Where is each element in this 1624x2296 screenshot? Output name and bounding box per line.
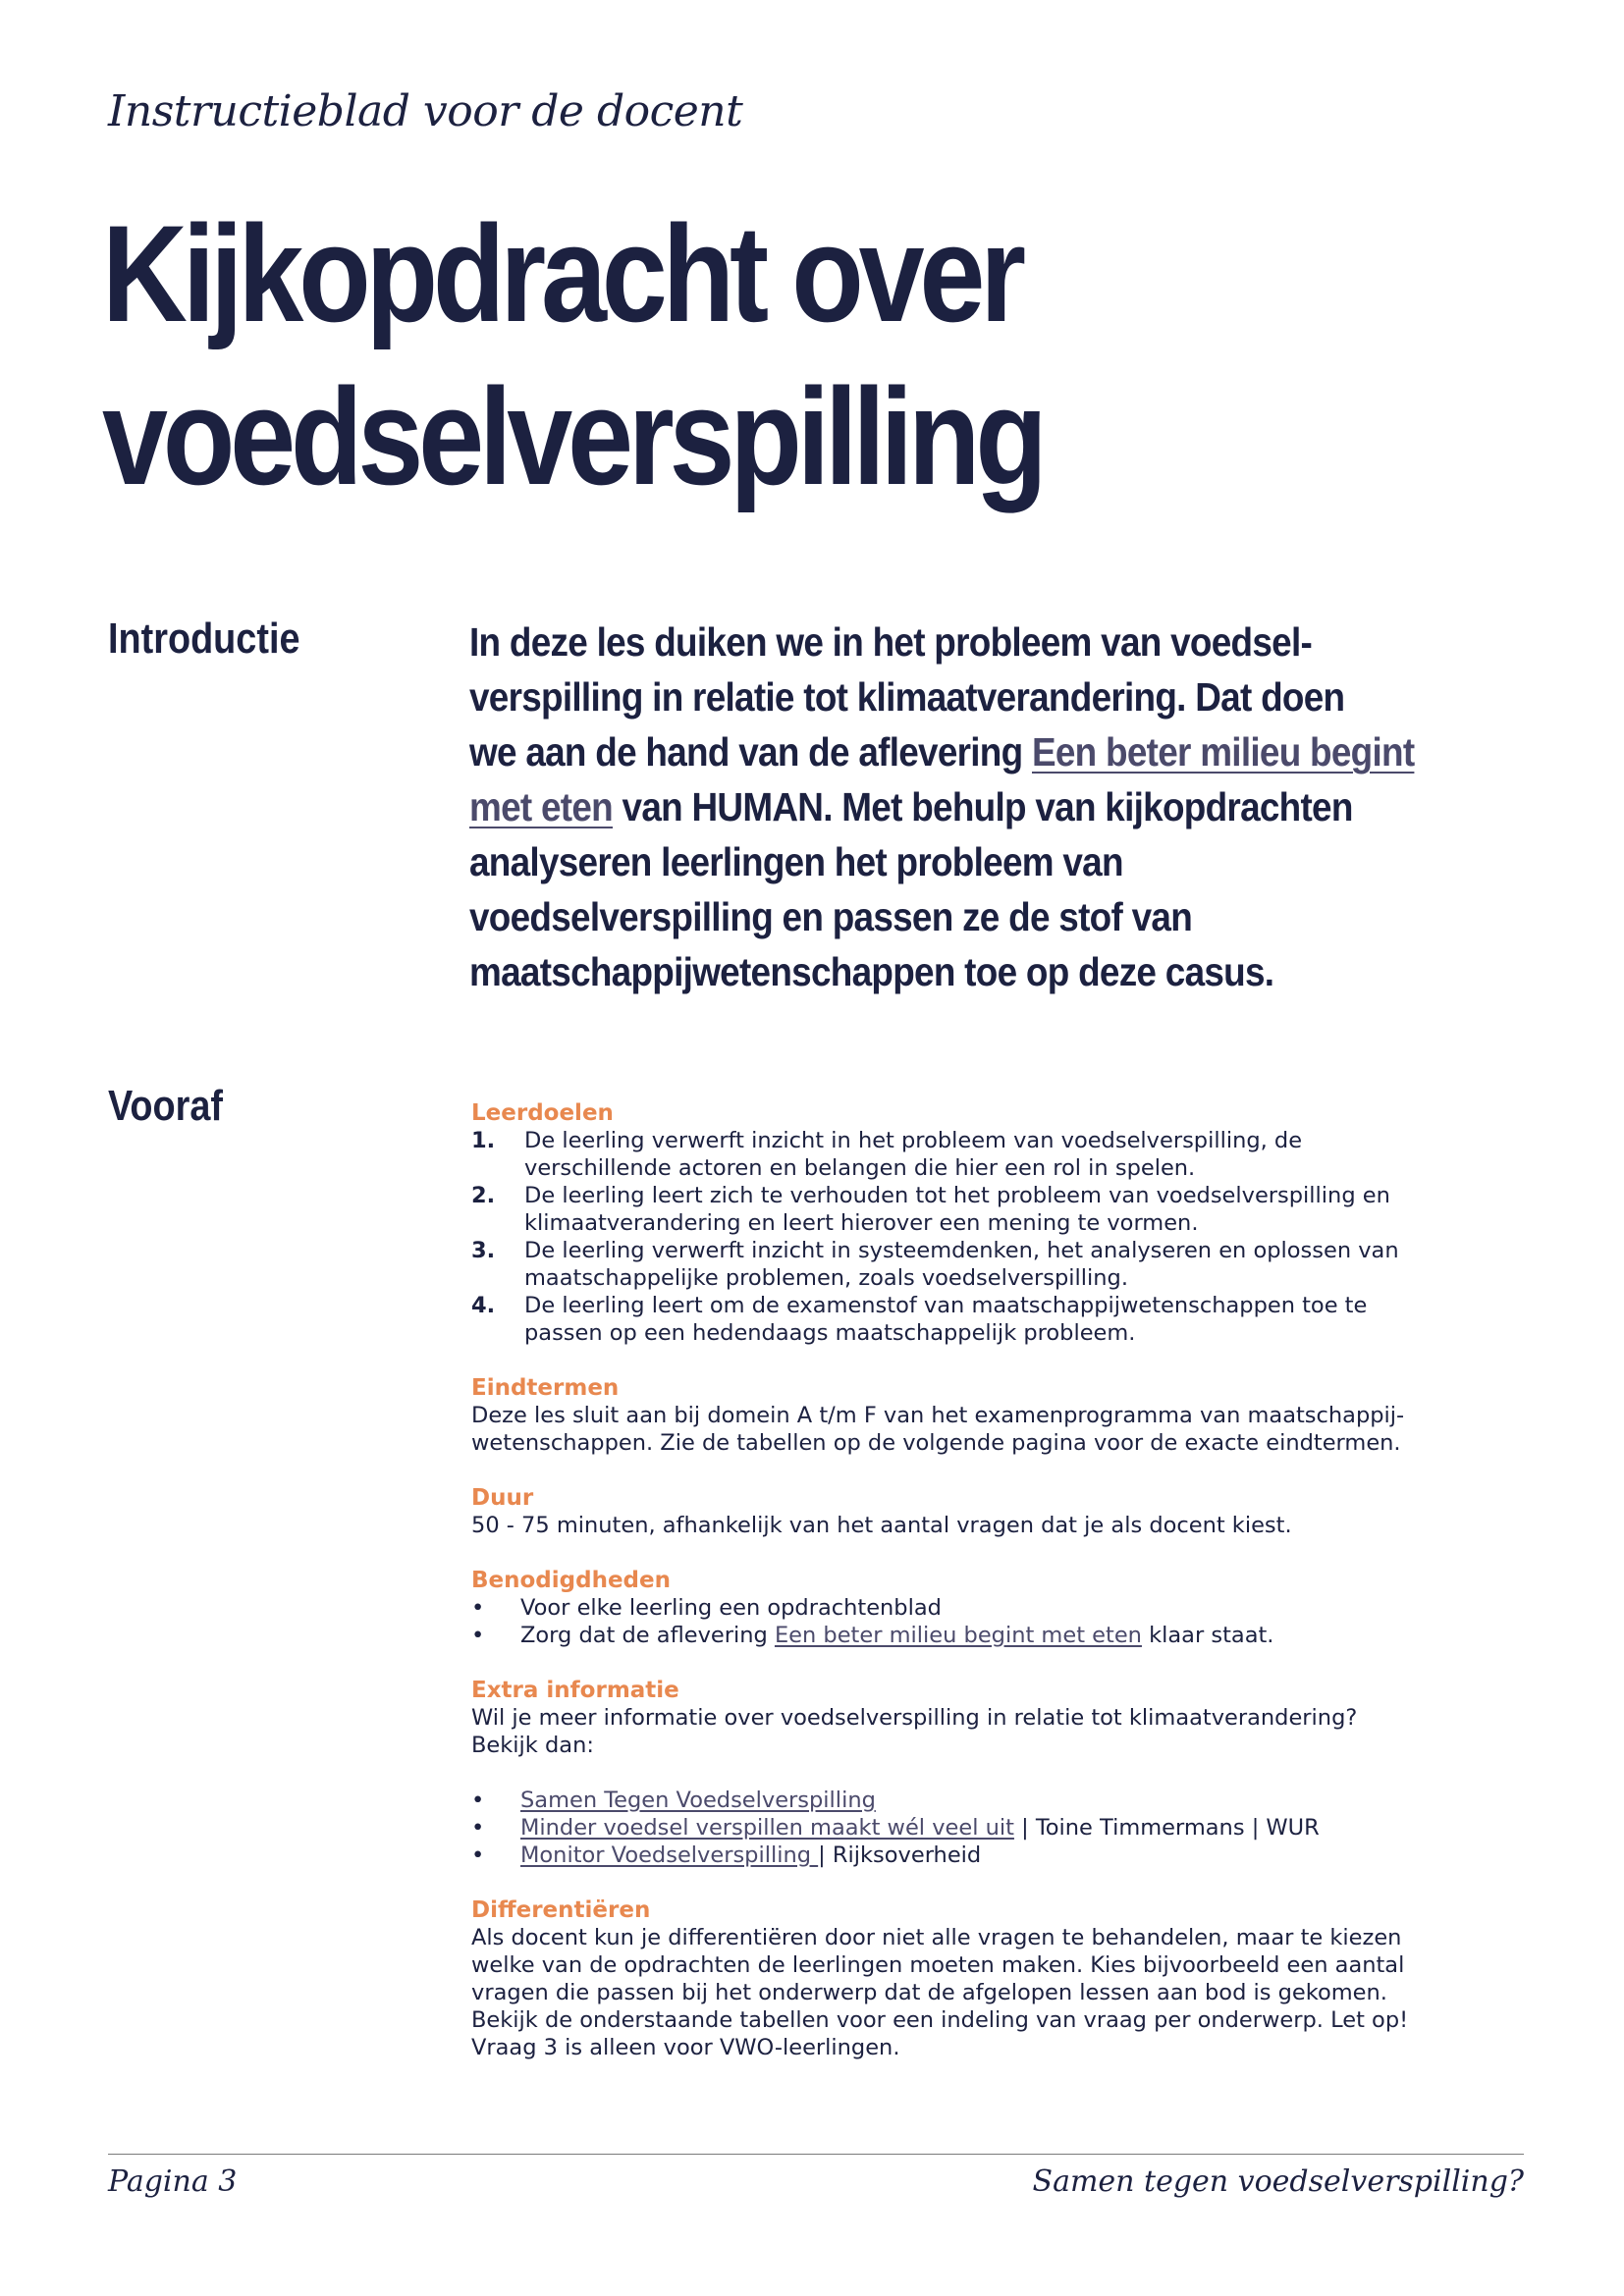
text-fragment: | Rijksoverheid xyxy=(818,1842,982,1868)
extra-informatie-block xyxy=(471,1677,1512,1869)
leerdoelen-heading: Leerdoelen xyxy=(471,1100,614,1126)
leerdoelen-block xyxy=(471,1099,1512,1347)
list-number: 3. xyxy=(471,1238,496,1263)
extra-informatie-heading: Extra informatie xyxy=(471,1678,679,1703)
list-item xyxy=(471,1292,1512,1347)
bullet-icon: • xyxy=(471,1842,485,1868)
text-fragment: Zorg dat de aflevering xyxy=(520,1623,775,1648)
differentieren-heading: Differentiëren xyxy=(471,1897,651,1923)
intro-text-fragment: van HUMAN. Met behulp van kijkopdrachten xyxy=(612,784,1353,829)
extra-text: Bekijk dan: xyxy=(471,1733,594,1758)
duur-heading: Duur xyxy=(471,1485,534,1511)
list-item-text: Voor elke leerling een opdrachtenblad xyxy=(520,1595,942,1621)
monitor-voedselverspilling-link[interactable]: Monitor Voedselverspilling xyxy=(520,1842,819,1868)
list-item-text: De leerling leert zich te verhouden tot het probleem van voedselverspilling en xyxy=(524,1183,1390,1208)
extra-text: Wil je meer informatie over voedselverspilling in relatie tot klimaatverandering? xyxy=(471,1705,1358,1731)
bullet-icon: • xyxy=(471,1815,485,1841)
list-number: 1. xyxy=(471,1128,496,1153)
differentieren-text: Als docent kun je differentiëren door niet alle vragen te behandelen, maar te kiezen xyxy=(471,1925,1402,1950)
text-fragment: klaar staat. xyxy=(1141,1623,1274,1648)
list-item-text: verschillende actoren en belangen die hier een rol in spelen. xyxy=(524,1155,1196,1181)
list-item-text: De leerling leert om de examenstof van maatschappijwetenschappen toe te xyxy=(524,1293,1368,1318)
section-label-introductie: Introductie xyxy=(108,614,300,663)
list-item xyxy=(471,1237,1512,1292)
intro-text-fragment: we aan de hand van de aflevering xyxy=(469,729,1032,774)
eindtermen-text: Deze les sluit aan bij domein A t/m F van het examenprogramma van maatschappij- xyxy=(471,1403,1405,1428)
page-kicker: Instructieblad voor de docent xyxy=(108,86,743,136)
intro-line: maatschappijwetenschappen toe op deze casus. xyxy=(469,949,1274,994)
intro-line xyxy=(469,779,1353,834)
text-fragment: | Toine Timmermans | WUR xyxy=(1013,1815,1320,1841)
list-item-text xyxy=(520,1814,1512,1842)
bullet-icon: • xyxy=(471,1788,485,1813)
benodigdheden-block xyxy=(471,1567,1512,1649)
intro-line: verspilling in relatie tot klimaatverandering. Dat doen xyxy=(469,674,1345,720)
differentieren-text: Vraag 3 is alleen voor VWO-leerlingen. xyxy=(471,2035,900,2060)
intro-paragraph xyxy=(469,614,1415,999)
differentieren-text: Bekijk de onderstaande tabellen voor een indeling van vraag per onderwerp. Let op! xyxy=(471,2007,1409,2033)
samen-tegen-voedselverspilling-link[interactable]: Samen Tegen Voedselverspilling xyxy=(520,1788,876,1813)
differentieren-text: welke van de opdrachten de leerlingen moeten maken. Kies bijvoorbeeld een aantal xyxy=(471,1952,1405,1978)
list-item xyxy=(471,1787,1512,1814)
differentieren-text: vragen die passen bij het onderwerp dat de afgelopen lessen aan bod is gekomen. xyxy=(471,1980,1387,2005)
list-item xyxy=(471,1622,1512,1649)
duur-text: 50 - 75 minuten, afhankelijk van het aantal vragen dat je als docent kiest. xyxy=(471,1513,1292,1538)
intro-line xyxy=(469,724,1415,779)
list-item-text xyxy=(520,1787,1512,1814)
list-item-text: passen op een hedendaags maatschappelijk probleem. xyxy=(524,1320,1136,1346)
minder-voedsel-verspillen-link[interactable]: Minder voedsel verspillen maakt wél veel uit xyxy=(520,1815,1014,1841)
list-item-text: klimaatverandering en leert hierover een mening te vormen. xyxy=(524,1210,1199,1236)
duur-block xyxy=(471,1484,1512,1539)
title-line-1: Kijkopdracht over xyxy=(102,196,1021,350)
vooraf-content xyxy=(471,1099,1512,2089)
episode-link-continued[interactable]: met eten xyxy=(469,784,613,829)
differentieren-block xyxy=(471,1896,1512,2061)
eindtermen-heading: Eindtermen xyxy=(471,1375,620,1401)
episode-link[interactable]: Een beter milieu begint met eten xyxy=(774,1623,1142,1648)
footer-document-title: Samen tegen voedselverspilling? xyxy=(1032,2164,1524,2199)
episode-link[interactable]: Een beter milieu begint xyxy=(1031,729,1415,774)
title-line-2: voedselverspilling xyxy=(102,359,1043,513)
intro-line: voedselverspilling en passen ze de stof van xyxy=(469,894,1193,939)
list-number: 2. xyxy=(471,1183,496,1208)
eindtermen-text: wetenschappen. Zie de tabellen op de volgende pagina voor de exacte eindtermen. xyxy=(471,1430,1401,1456)
intro-line: In deze les duiken we in het probleem van voedsel- xyxy=(469,619,1313,665)
bullet-icon: • xyxy=(471,1623,485,1648)
bullet-icon: • xyxy=(471,1595,485,1621)
list-item xyxy=(471,1594,1512,1622)
list-item-text: De leerling verwerft inzicht in het probleem van voedselverspilling, de xyxy=(524,1128,1303,1153)
eindtermen-block xyxy=(471,1374,1512,1457)
list-item xyxy=(471,1814,1512,1842)
footer-divider xyxy=(108,2154,1524,2155)
page-title xyxy=(102,192,1043,518)
benodigdheden-heading: Benodigdheden xyxy=(471,1568,671,1593)
list-number: 4. xyxy=(471,1293,496,1318)
list-item-text: De leerling verwerft inzicht in systeemdenken, het analyseren en oplossen van xyxy=(524,1238,1399,1263)
spacer xyxy=(471,1759,1512,1787)
list-item xyxy=(471,1127,1512,1182)
intro-line: analyseren leerlingen het probleem van xyxy=(469,839,1123,884)
list-item xyxy=(471,1842,1512,1869)
list-item xyxy=(471,1182,1512,1237)
list-item-text: maatschappelijke problemen, zoals voedselverspilling. xyxy=(524,1265,1128,1291)
list-item-text xyxy=(520,1622,1512,1649)
footer-page-number: Pagina 3 xyxy=(108,2164,238,2199)
list-item-text xyxy=(520,1842,1512,1869)
section-label-vooraf: Vooraf xyxy=(108,1082,224,1130)
